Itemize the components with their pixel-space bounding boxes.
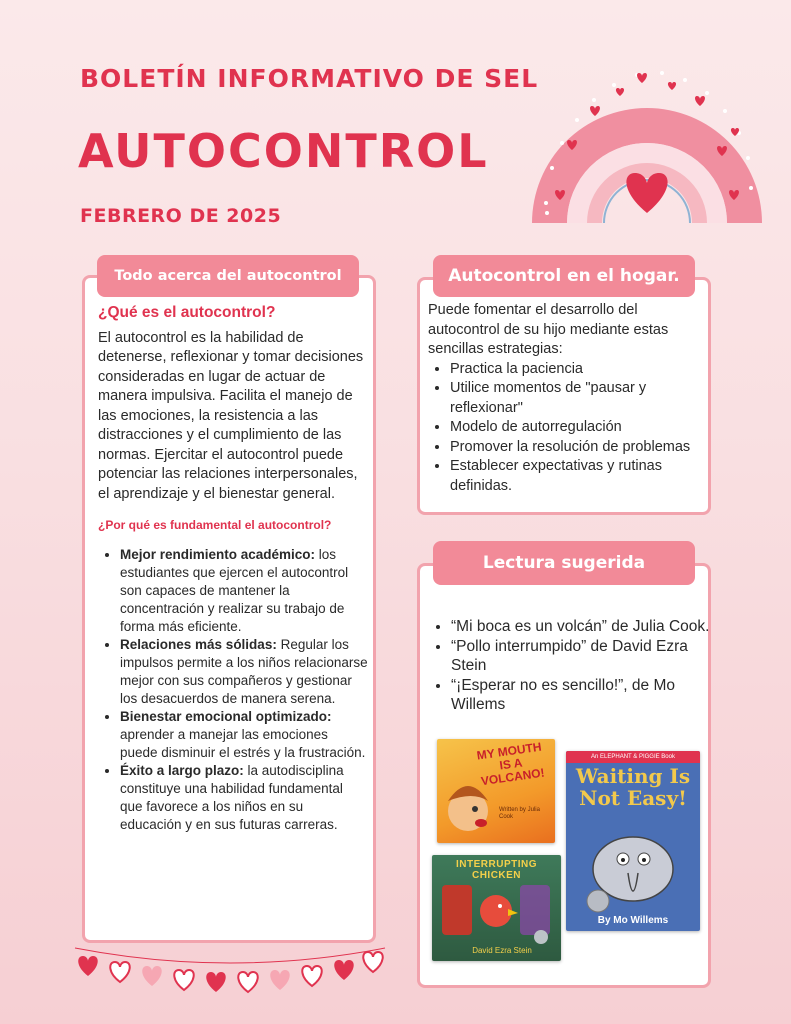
chicken-cover-title: INTERRUPTING CHICKEN: [456, 859, 537, 881]
list-item: • Bienestar emocional optimizado: aprender a manejar las emociones puede disminuir el estrés y la frustración.: [120, 708, 368, 762]
definition-paragraph: El autocontrol es la habilidad de detenerse, reflexionar y tomar decisiones consideradas en lugar de actuar de manera impulsiva. Facilita el manejo de las emociones, la resistencia a las distracciones y el cumplimiento de las normas. Ejercitar el autocontrol puede potenciar las relaciones interpersonales, el aprendizaje y el bienestar general.: [98, 329, 364, 502]
all-about-self-control-card: [82, 275, 376, 943]
waiting-cover-title: Waiting Is Not Easy!: [575, 764, 691, 810]
home-self-control-card: [417, 277, 711, 515]
waiting-cover-series: An ELEPHANT & PIGGIE Book: [566, 751, 700, 763]
list-item: • Éxito a largo plazo: la autodisciplina constituye una habilidad fundamental que favorece a los niños en su educación y en sus futuras carreras.: [120, 762, 368, 834]
home-intro: Puede fomentar el desarrollo del autocontrol de su hijo mediante estas sencillas estrategias:: [428, 302, 669, 357]
newsletter-kicker: BOLETÍN INFORMATIVO DE SEL: [80, 64, 539, 93]
what-is-heading: ¿Qué es el autocontrol?: [98, 304, 276, 321]
benefits-list: [98, 546, 368, 834]
reading-list: [431, 617, 716, 715]
list-item: • Mejor rendimiento académico: los estudiantes que ejercen el autocontrol son capaces de mantener la concentración y realizar su trabajo de forma más eficiente.: [120, 546, 368, 636]
hearts-garland-decoration: [70, 938, 390, 998]
page-title: AUTOCONTROL: [78, 124, 489, 178]
list-item: • Practica la paciencia: [450, 360, 704, 380]
list-item: • “Mi boca es un volcán” de Julia Cook.: [451, 617, 716, 637]
list-item: • Relaciones más sólidas: Regular los impulsos permite a los niños relacionarse mejor con sus compañeros y gestionar los desacuerdos de manera serena.: [120, 636, 368, 708]
boy-illustration: [443, 771, 493, 841]
list-item: • Establecer expectativas y rutinas definidas.: [450, 457, 704, 496]
elephant-illustration: [578, 829, 688, 919]
suggested-reading-card: [417, 563, 711, 988]
list-item: • “Pollo interrumpido” de David Ezra Stein: [451, 637, 716, 676]
all-about-pill: Todo acerca del autocontrol: [97, 255, 359, 297]
newsletter-date: FEBRERO DE 2025: [80, 205, 282, 227]
rainbow-hearts-decoration: [522, 28, 772, 228]
book-cover-my-mouth-is-a-volcano: [437, 739, 555, 843]
list-item: • “¡Esperar no es sencillo!”, de Mo Willems: [451, 676, 716, 715]
chicken-cover-author: David Ezra Stein: [472, 946, 532, 955]
list-item: • Promover la resolución de problemas: [450, 438, 704, 458]
why-heading: ¿Por qué es fundamental el autocontrol?: [98, 518, 332, 532]
list-item: • Modelo de autorregulación: [450, 418, 704, 438]
list-item: • Utilice momentos de "pausar y reflexionar": [450, 379, 704, 418]
reading-pill: Lectura sugerida: [433, 541, 695, 585]
waiting-cover-author: By Mo Willems: [597, 915, 669, 926]
home-pill: Autocontrol en el hogar.: [433, 255, 695, 297]
volcano-cover-title: MY MOUTH IS A VOLCANO!: [475, 739, 546, 789]
volcano-cover-author: Written by Julia Cook: [499, 807, 540, 820]
home-strategies-list: [428, 360, 704, 497]
book-cover-interrupting-chicken: [432, 855, 561, 961]
chicken-illustration: [436, 875, 556, 945]
book-cover-waiting-is-not-easy: [566, 751, 700, 931]
